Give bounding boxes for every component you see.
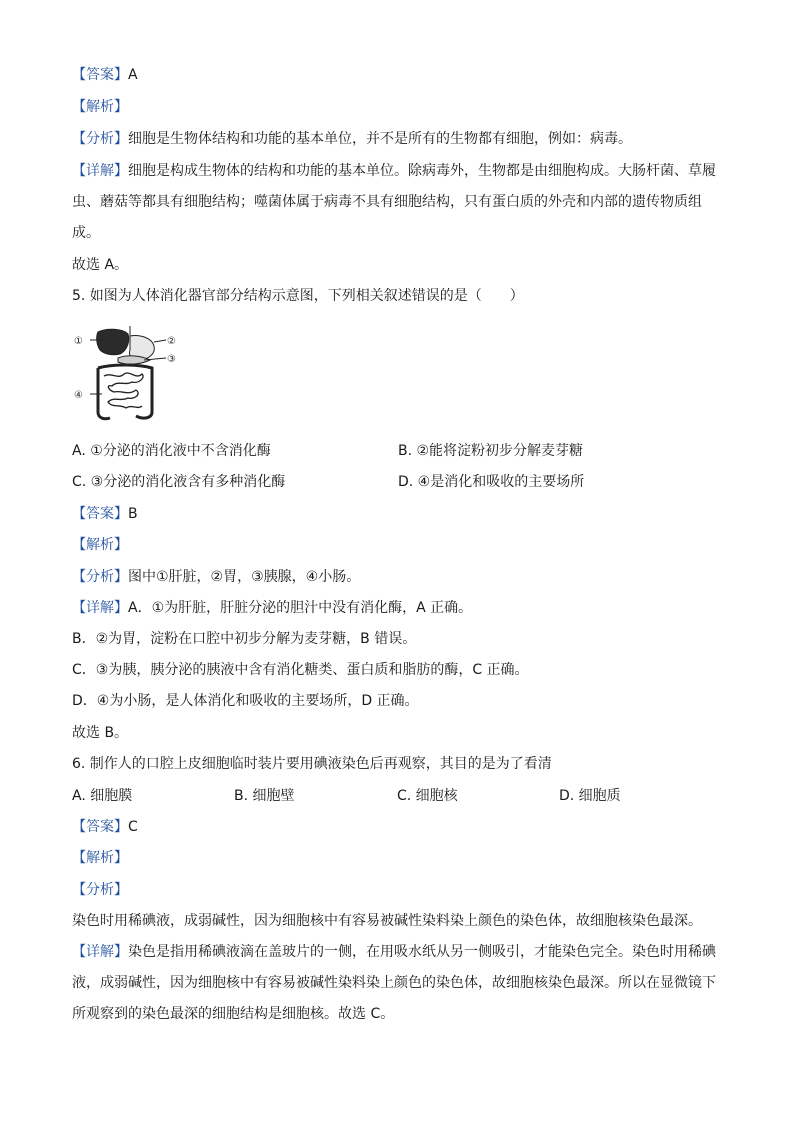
q5-analysis-heading [72, 535, 732, 555]
q5-detail-line-4: D．④为小肠，是人体消化和吸收的主要场所，D 正确。 [72, 693, 419, 709]
q5-option-b: B. ②能将淀粉初步分解麦芽糖 [398, 443, 584, 459]
q6-answer-line [72, 817, 732, 837]
q5-option-a: A. ①分泌的消化液中不含消化酶 [72, 443, 271, 459]
fenxi-text: 细胞是生物体结构和功能的基本单位，并不是所有的生物都有细胞，例如：病毒。 [128, 131, 632, 147]
q6-detail-line-2: 液，成弱碱性，因为细胞核中有容易被碱性染料染上颜色的染色体，故细胞核染色最深。所以在显微镜下 [72, 975, 716, 991]
fenxi-tag: 【分析】 [72, 882, 128, 898]
q4-detail-line-3: 成。 [72, 225, 100, 241]
answer-tag: 【答案】 [72, 506, 128, 522]
answer-value: C [128, 819, 138, 835]
analysis-tag: 【解析】 [72, 850, 128, 866]
answer-tag: 【答案】 [72, 67, 128, 83]
detail-text: A．①为肝脏，肝脏分泌的胆汁中没有消化酶，A 正确。 [128, 600, 473, 616]
q4-detail-line-2: 虫、蘑菇等都具有细胞结构；噬菌体属于病毒不具有细胞结构，只有蛋白质的外壳和内部的遗传物质组 [72, 194, 702, 210]
q4-conclusion: 故选 A。 [72, 257, 129, 273]
fenxi-tag: 【分析】 [72, 131, 128, 147]
figure-label-1: ① [74, 336, 83, 347]
detail-text: 细胞是构成生物体的结构和功能的基本单位。除病毒外，生物都是由细胞构成。大肠杆菌、草履 [128, 163, 716, 179]
q4-fenxi-line [72, 129, 732, 149]
q5-detail-line-3: C．③为胰，胰分泌的胰液中含有消化糖类、蛋白质和脂肪的酶，C 正确。 [72, 662, 529, 678]
answer-value: A [128, 67, 138, 83]
analysis-tag: 【解析】 [72, 537, 128, 553]
q5-question: 5. 如图为人体消化器官部分结构示意图，下列相关叙述错误的是（ ） [72, 288, 524, 304]
q4-analysis-heading [72, 97, 732, 117]
detail-tag: 【详解】 [72, 600, 128, 616]
q6-fenxi-text: 染色时用稀碘液，成弱碱性，因为细胞核中有容易被碱性染料染上颜色的染色体，故细胞核染色最深。 [72, 913, 702, 929]
q5-conclusion: 故选 B。 [72, 725, 129, 741]
liver-shape [97, 329, 129, 355]
figure-label-3: ③ [167, 354, 176, 365]
q6-detail-line-1 [72, 942, 732, 962]
q6-option-c: C. 细胞核 [397, 788, 458, 804]
q6-question: 6. 制作人的口腔上皮细胞临时装片要用碘液染色后再观察，其目的是为了看清 [72, 756, 552, 772]
fenxi-text: 图中①肝脏，②胃，③胰腺，④小肠。 [128, 569, 361, 585]
answer-value: B [128, 506, 138, 522]
q5-detail-line-2: B．②为胃，淀粉在口腔中初步分解为麦芽糖，B 错误。 [72, 631, 417, 647]
digestive-system-figure [72, 324, 182, 424]
q5-option-d: D. ④是消化和吸收的主要场所 [398, 474, 585, 490]
q6-fenxi-heading [72, 880, 732, 900]
q4-detail-line-1 [72, 161, 732, 181]
q6-option-d: D. 细胞质 [559, 788, 621, 804]
small-intestine-shape [104, 373, 143, 408]
q5-option-c: C. ③分泌的消化液含有多种消化酶 [72, 474, 286, 490]
q5-answer-line [72, 504, 732, 524]
q6-detail-line-3: 所观察到的染色最深的细胞结构是细胞核。故选 C。 [72, 1006, 395, 1022]
figure-label-4: ④ [74, 390, 83, 401]
q5-fenxi-line [72, 567, 732, 587]
detail-tag: 【详解】 [72, 944, 128, 960]
q6-analysis-heading [72, 848, 732, 868]
q5-detail-line-1 [72, 598, 732, 618]
detail-text: 染色是指用稀碘液滴在盖玻片的一侧，在用吸水纸从另一侧吸引，才能染色完全。染色时用稀碘 [128, 944, 716, 960]
q6-option-a: A. 细胞膜 [72, 788, 133, 804]
figure-label-2: ② [167, 336, 176, 347]
fenxi-tag: 【分析】 [72, 569, 128, 585]
leader-2 [154, 340, 166, 342]
answer-tag: 【答案】 [72, 819, 128, 835]
q6-option-b: B. 细胞壁 [234, 788, 295, 804]
analysis-tag: 【解析】 [72, 99, 128, 115]
q4-answer-line [72, 65, 732, 85]
detail-tag: 【详解】 [72, 163, 128, 179]
